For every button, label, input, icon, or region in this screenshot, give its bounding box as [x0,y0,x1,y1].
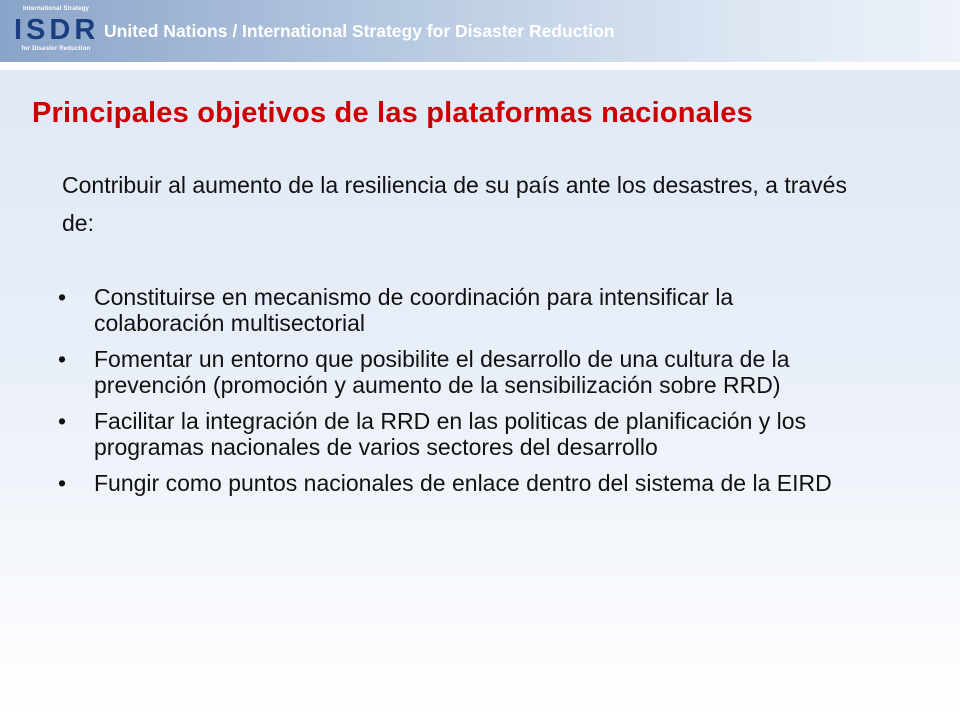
bullet-text: Facilitar la integración de la RRD en las politicas de planificación y los programas nacionales de varios sectores del desarrollo [94,408,807,460]
bullet-text: Constituirse en mecanismo de coordinación para intensificar la colaboración multisectorial [94,284,734,336]
logo-tagline-bottom: for Disaster Reduction [21,46,91,52]
isdr-logo [14,6,98,56]
intro-text: Contribuir al aumento de la resiliencia de su país ante los desastres, a través de: [62,172,847,236]
header-title: United Nations / International Strategy for Disaster Reduction [104,21,615,41]
bullet-item [58,470,858,496]
bullet-item [58,408,858,460]
logo-tagline-top: International Strategy [22,6,90,12]
bullet-text: Fungir como puntos nacionales de enlace dentro del sistema de la EIRD [94,470,832,496]
header-bar [0,0,960,62]
bullet-item [58,346,858,398]
bullet-marker: • [58,284,67,310]
bullet-marker: • [58,470,67,496]
bullet-marker: • [58,408,67,434]
bullet-item [58,284,858,336]
bullet-marker: • [58,346,67,372]
logo-wordmark: ISDR [14,14,100,46]
bullet-list [58,284,858,506]
slide-title: Principales objetivos de las plataformas nacionales [32,97,753,129]
bullet-text: Fomentar un entorno que posibilite el desarrollo de una cultura de la prevención (promoción y aumento de la sensibilización sobre RRD) [94,346,790,398]
